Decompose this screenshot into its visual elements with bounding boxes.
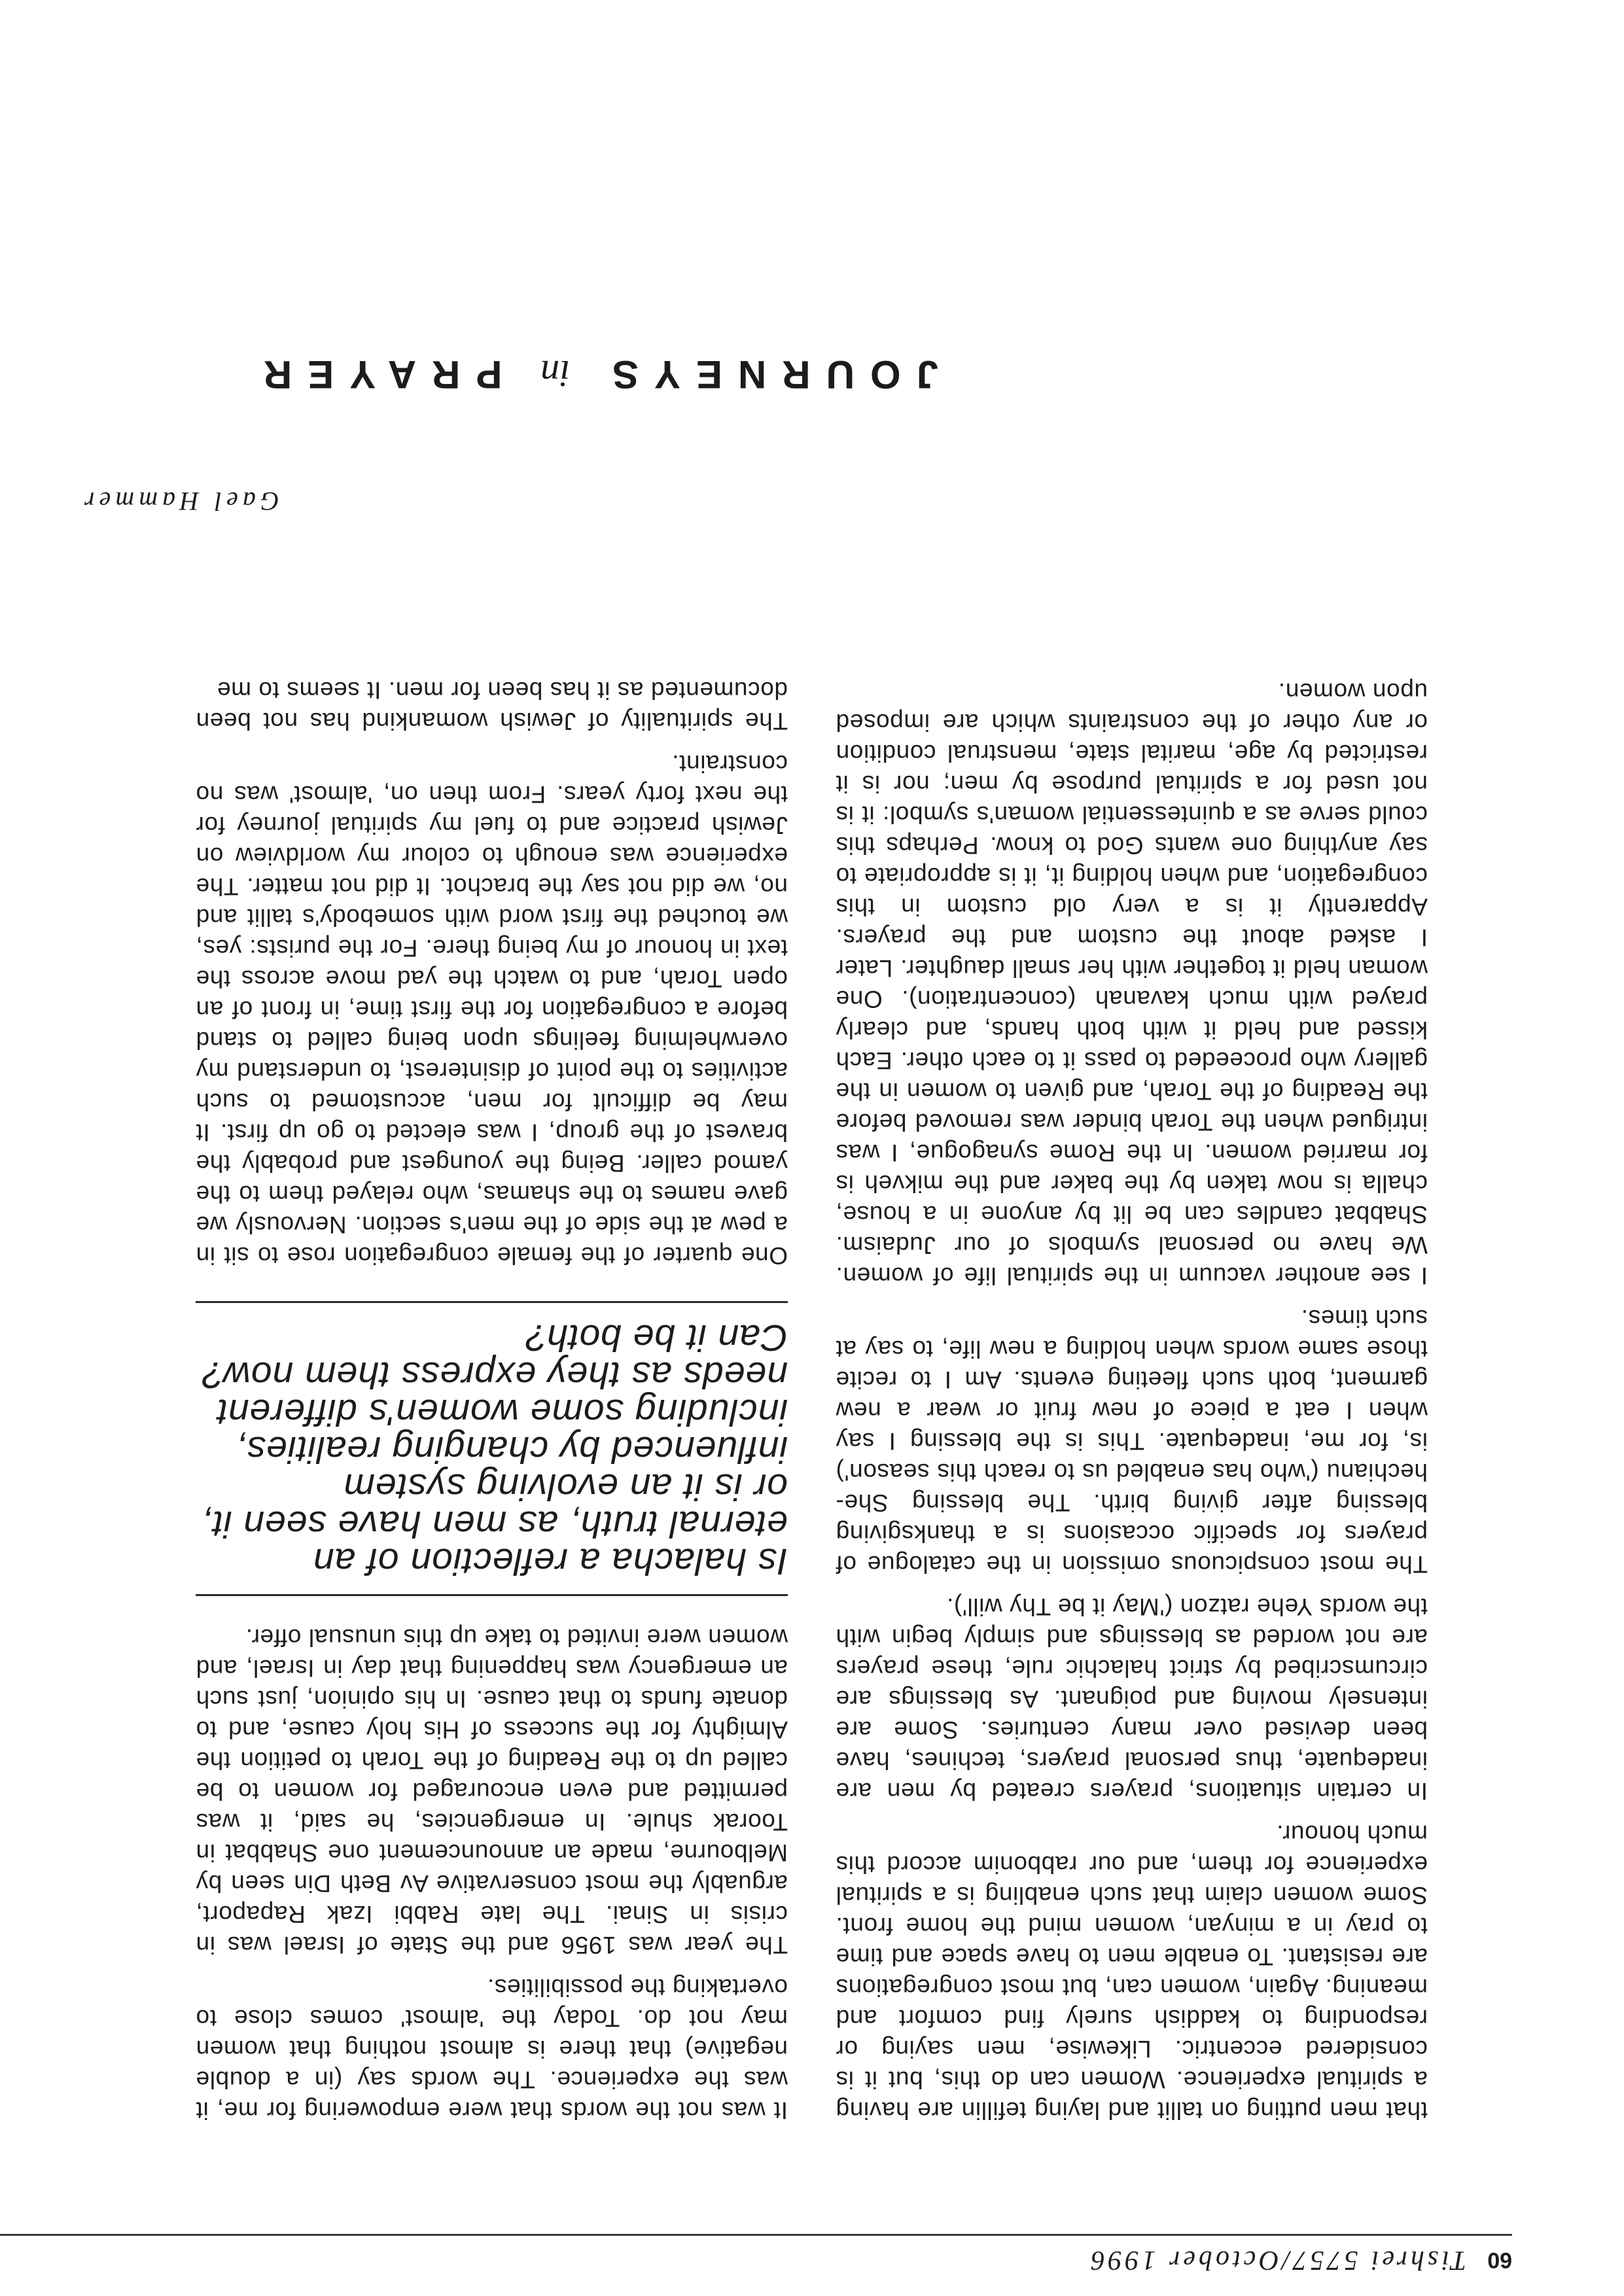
header-rule: [0, 2234, 1512, 2236]
body-paragraph: It was not the words that were empowering for me, it was the experience. The words say (in a double negative) that there is almost nothing that women may not do. Today the 'almost' comes close to overtaking the possibilities.: [196, 1974, 788, 2124]
page-number: 60: [1487, 2248, 1512, 2272]
body-paragraph: In certain situations, prayers created by men are inadequate, thus personal prayers, techines, have been devised over many centuries. Some are intensely moving and poignant. As blessings are circumscribed by strict halachic rule, these prayers are not worded as blessings and simply begin with the words Yehe ratzon ('May it be Thy will').: [836, 1593, 1428, 1805]
body-paragraph: One quarter of the female congregation rose to sit in a pew at the side of the men's section. Nervously we gave names to the shamas, who relayed them to the yamod caller. Being the youngest and probably the bravest of the group, I was elected to go up first. It may be difficult for men, accustomed to such activities to the point of disinterest, to understand my overwhelming feelings upon being called to stand before a congregation for the first time, in front of an open Torah, and to watch the yad move across the text in honour of my being there. For the purists: yes, we touched the first word with somebody's tallit and no, we did not say the brachot. It did not matter. The experience was enough to colour my worldview on Jewish practice and to fuel my spiritual journey for the next forty years. From then on, 'almost' was no constraint.: [196, 750, 788, 1269]
body-paragraph: The most conspicuous omission in the catalogue of prayers for specific occasions is a thanksgiving blessing after giving birth. The blessing She-hechianu ('who has enabled us to reach this season') is, for me, inadequate. This is the blessing I say when I eat a piece of new fruit or wear a new garment, both such fleeting events. Am I to recite those same words when holding a new life, to say at such times.: [836, 1305, 1428, 1578]
title-in: in: [540, 353, 571, 395]
pull-quote: Is halacha a reflection of an eternal truth, as men have seen it, or is it an evolving system influenced by changing realities, including some women's different needs as they express them now? Can it be both?: [196, 1301, 788, 1596]
article-title: [101, 347, 938, 400]
left-column: [836, 665, 1428, 2126]
author-byline: Gael Hammer: [80, 487, 279, 516]
body-paragraph: The year was 1956 and the State of Israel was in crisis in Sinai. The late Rabbi Izak Rapaport, arguably the most conservative Av Beth Din seen by Melbourne, made an announcement one Shabbat in Toorak shule. In emergencies, he said, it was permitted and even encouraged for women to be called up to the Reading of the Torah to petition the Almighty for the success of His holy cause, and to donate funds to that cause. In his opinion, just such an emergency was happening that day in Israel, and women were invited to take up this unusual offer.: [196, 1624, 788, 1958]
title-journeys: JOURNEYS: [596, 353, 938, 396]
body-paragraph: that men putting on tallit and laying tefillin are having a spiritual experience. Women can do this, but it is considered eccentric. Likewise, men saying or responding to kaddish surely find comfort and meaning. Again, women can, but most congregations are resistant. To enable men to have space and time to pray in a minyan, women mind the home front. Some women claim that such enabling is a spiritual experience for them, and our rabbonim accord this much honour.: [836, 1820, 1428, 2124]
issue-date: Tishrei 5757/October 1996: [1087, 2245, 1466, 2275]
body-paragraph: The spirituality of Jewish womankind has not been documented as it has been for men. It seems to me: [196, 677, 788, 735]
right-column: [196, 663, 788, 2126]
page-header: [0, 2244, 1512, 2276]
body-paragraph: I see another vacuum in the spiritual life of women. We have no personal symbols of our Judaism. Shabbat candles can be lit by anyone in a house, challa is now taken by the baker and the mikveh is for married women. In the Rome synagogue, I was intrigued when the Torah binder was removed before the Reading of the Torah, and given to women in the gallery who proceeded to pass it to each other. Each kissed and held it with both hands, and clearly prayed with much kavanah (concentration). One woman held it together with her small daughter. Later I asked about the custom and the prayers. Apparently it is a very old custom in this congregation, and when holding it, it is appropriate to say anything one wants God to know. Perhaps this could serve as a quintessential woman's symbol: it is not used for a spiritual purpose by men; nor is it restricted by age, marital state, menstrual condition or any other of the constraints which are imposed upon women.: [836, 678, 1428, 1289]
title-prayer: PRAYER: [247, 353, 503, 396]
